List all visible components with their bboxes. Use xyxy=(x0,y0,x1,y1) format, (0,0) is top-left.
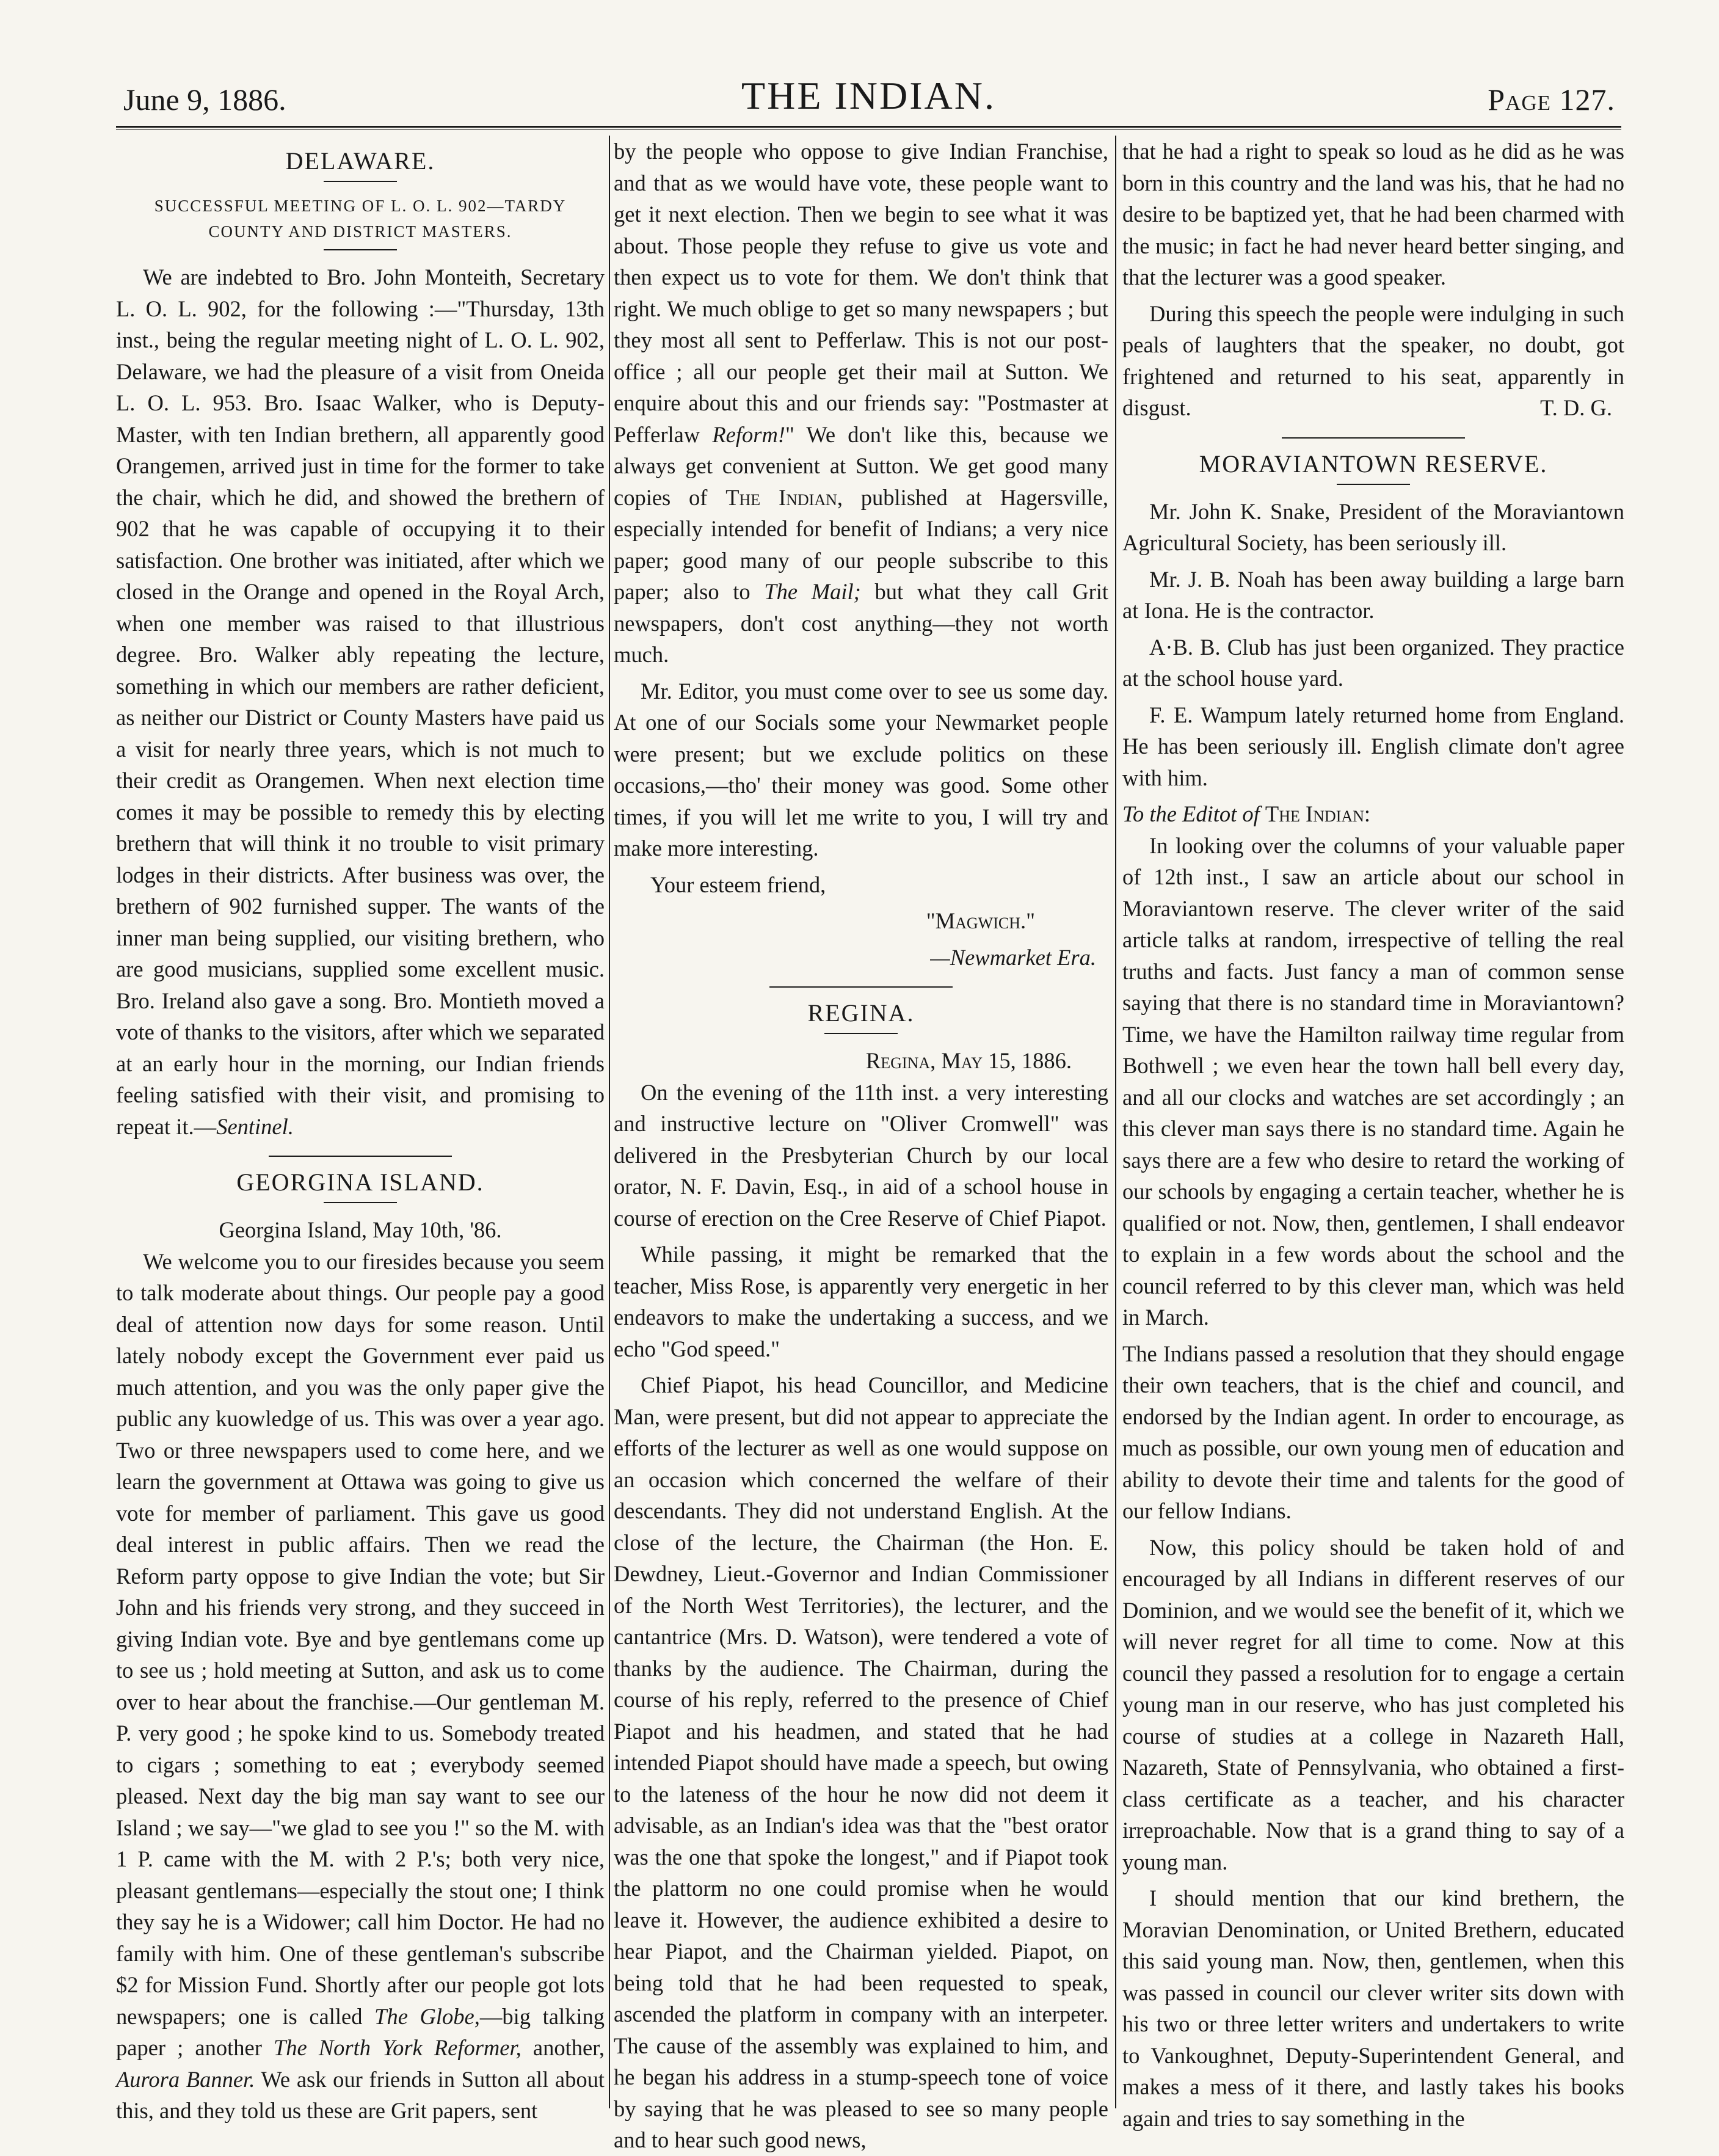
article-body-regina-3-continued: that he had a right to speak so loud as he did as he was born in this country and the land was his, that he had no desire to be baptized yet, that he had been charmed with the music; in fact he had never heard better singing, and that the lecturer was a good speaker. xyxy=(1122,139,1624,290)
masthead-rule xyxy=(116,126,1621,128)
dateline-regina: Regina, May 15, 1886. xyxy=(865,1048,1072,1073)
article-body-regina-2: While passing, it might be remarked that the teacher, Miss Rose, is apparently very energetic in her endeavors to make the undertaking a success, and we echo "God speed." xyxy=(614,1242,1108,1361)
article-subtitle-delaware: SUCCESSFUL MEETING OF L. O. L. 902—TARDY COUNTY AND DISTRICT MASTERS. xyxy=(154,197,567,241)
letter-paragraph: In looking over the columns of your valuable paper of 12th inst., I saw an article about our school in Moraviantown reserve. The clever writer of the said article talks at random, irrespective of telling the real truths and facts. Just fancy a man of common sense saying that there is no standard time in Moraviantown? Time, we have the Hamilton railway time regular from Bothwell ; we even hear the town hall bell every day, and all our clocks and watches are set accordingly ; an this clever man says there is no standard time. Again he says there are a few who desire to retard the working of our schools by engaging a certain teacher, whether he is qualified or not. Now, then, gentlemen, I shall endeavor to explain in a few words about the school and the council referred to by this clever man, which was held in March. xyxy=(1122,832,1624,1330)
body-text: —big talking paper ; another xyxy=(116,2003,605,2060)
article-title-regina: REGINA. xyxy=(807,999,915,1027)
paper-name: The North York Reformer, xyxy=(273,2035,522,2060)
paper-name: The Globe, xyxy=(374,2003,480,2029)
body-text: by the people who oppose to give Indian Franchise, and that as we would have vote, these people want to get it next election. Then we begin to see what it was about. Those people they refuse to give us vote and then expect us to vote for them. We don't think that right. We much oblige to get so many newspapers ; but they most all sent to Pefferlaw. This is not our post-office ; all our people get their mail at Sutton. We enquire about this and our friends say: "Postmaster at Pefferlaw xyxy=(614,139,1108,447)
body-text: " We don't like this, because we always get convenient at Sutton. We get good many copies of xyxy=(614,421,1108,510)
article-body-regina-4 xyxy=(1122,298,1624,424)
letter-paragraph: I should mention that our kind brethern, the Moravian Denomination, or United Brethern, educated this said young man. Now, then, gentlemen, when this was passed in council our clever writer sits down with his two or three letter writers and undertakers to write to Vankoughnet, Deputy-Superintendent General, and makes a mess of it there, and lastly takes his books again and tries to say something in the xyxy=(1122,1885,1624,2131)
source-credit: —Newmarket Era. xyxy=(930,944,1096,970)
letter-signature: "Magwich." xyxy=(926,908,1035,933)
body-text: During this speech the people were indulging in such peals of laughters that the speaker, no doubt, got frightened and returned to his seat, apparently in disgust. xyxy=(1122,300,1624,420)
title-rule xyxy=(1337,484,1410,485)
source-credit: Sentinel. xyxy=(216,1113,294,1139)
body-text: We are indebted to Bro. John Monteith, Secretary L. O. L. 902, for the following :—"Thursday, 13th inst., being the regular meeting night of L. O. L. 902, Delaware, we had the pleasure of a visit from Oneida L. O. L. 953. Bro. Isaac Walker, who is Deputy-Master, with ten Indian brethern, all apparently good Orangemen, arrived just in time for the former to take the chair, which he did, and showed the brethern of 902 that he was capable of occupying it to their satisfaction. One brother was initiated, after which we closed in the Orange and opened in the Royal Arch, when one member was raised to that illustrious degree. Bro. Walker ably repeating the lecture, something in which our members are rather deficient, as neither our District or County Masters have paid us a visit for nearly three years, which is not much to their credit as Orangemen. When next election time comes it may be possible to remedy this by electing brethern that will think it no trouble to visit primary lodges in their districts. After business was over, the brethern of 902 furnished supper. The wants of the inner man being supplied, our visiting brethern, who are good musicians, supplied some excellent music. Bro. Ireland also gave a song. Bro. Montieth moved a vote of thanks to the visitors, after which we separated at an early hour in the morning, our Indian friends feeling satisfied with their visit, and promising to repeat it.— xyxy=(116,264,605,1139)
news-item: Mr. John K. Snake, President of the Moraviantown Agricultural Society, has been seriously ill. xyxy=(1122,498,1624,555)
letter-salutation xyxy=(1122,798,1624,830)
body-text: published at Hagersville, especially intended for benefit of Indians; a very nice paper; good many of our people subscribe to this paper; also to xyxy=(614,484,1108,604)
news-item: F. E. Wampum lately returned home from England. He has been seriously ill. English climate don't agree with him. xyxy=(1122,702,1624,790)
article-body-delaware xyxy=(116,261,605,1142)
paper-name: The Indian xyxy=(1265,801,1364,826)
paper-name: The Indian, xyxy=(725,484,843,510)
body-text: We welcome you to our firesides because you seem to talk moderate about things. Our people pay a good deal of attention now days for some reason. Until lately nobody except the Government ever paid us much attention, and you was the only paper give the public any kuowledge of us. This was over a year ago. Two or three newspapers used to come here, and we learn the government at Ottawa was going to give us vote for member of parliament. This gave us good deal interest in public affairs. Then we read the Reform party oppose to give Indian the vote; but Sir John and his friends very strong, and they succeed in giving Indian vote. Bye and bye gentlemans come up to see us ; hold meeting at Sutton, and ask us to come over to hear about the franchise.—Our gentleman M. P. very good ; he spoke kind to us. Somebody treated to cigars ; something to eat ; everybody seemed pleased. Next day the big man say want to see our Island ; we say—"we glad to see you !" so the M. with 1 P. came with the M. with 2 P.'s; both very nice, pleasant gentlemans—especially the stout one; I think they say he is a Widower; call him Doctor. He had no family with him. One of these gentleman's subscribe $2 for Mission Fund. Shortly after our people got lots newspapers; one is called xyxy=(116,1248,605,2029)
article-body-georgina-continued xyxy=(614,136,1108,671)
column-divider xyxy=(609,136,610,2108)
news-item: Mr. J. B. Noah has been away building a large barn at Iona. He is the contractor. xyxy=(1122,566,1624,623)
letter-paragraph: Now, this policy should be taken hold of and encouraged by all Indians in different reserves of our Dominion, and we would see the benefit of it, which we will never regret for all time to come. Now at this council they passed a resolution for to engage a certain young man in our reserve, who has just completed his course of studies at a college in Nazareth Hall, Nazareth, State of Pennsylvania, who obtained a first-class certificate as a teacher, and his character irreproachable. Now that is a grand thing to say of a young man. xyxy=(1122,1534,1624,1874)
newspaper-title: THE INDIAN. xyxy=(741,74,996,117)
column-divider xyxy=(1115,136,1116,2108)
column-3 xyxy=(1122,136,1624,2131)
article-separator xyxy=(269,1156,452,1157)
masthead xyxy=(116,72,1621,125)
paper-name: Aurora Banner. xyxy=(116,2066,255,2092)
paper-name: The Mail; xyxy=(764,579,861,604)
salutation-text: To the Editot of xyxy=(1122,801,1265,826)
masthead-rule-thin xyxy=(116,129,1621,130)
body-text: We ask our friends in Sutton all about this, and they told us these are Grit papers, sent xyxy=(116,2066,605,2123)
body-text: another, xyxy=(521,2035,605,2060)
article-title-delaware: DELAWARE. xyxy=(285,147,435,175)
author-initials: T. D. G. xyxy=(1540,395,1612,420)
issue-date: June 9, 1886. xyxy=(123,82,286,117)
subtitle-rule xyxy=(324,249,397,250)
letter-closing: Your esteem friend, xyxy=(650,872,826,897)
body-text: but what they call Grit newspapers, don't cost anything—they not worth much. xyxy=(614,579,1109,667)
article-separator xyxy=(1282,437,1465,439)
article-body-regina-1: On the evening of the 11th inst. a very interesting and instructive lecture on "Oliver Cromwell" was delivered in the Presbyterian Church by our local orator, N. F. Davin, Esq., in aid of a school house in course of erection on the Cree Reserve of Chief Piapot. xyxy=(614,1079,1108,1231)
title-rule xyxy=(324,181,397,182)
dateline-georgina: Georgina Island, May 10th, '86. xyxy=(219,1217,502,1242)
article-title-moraviantown: MORAVIANTOWN RESERVE. xyxy=(1199,450,1548,478)
column-2 xyxy=(614,136,1109,2152)
article-separator xyxy=(769,986,953,988)
quoted-word: Reform! xyxy=(712,421,785,447)
title-rule xyxy=(824,1033,898,1034)
letter-paragraph: The Indians passed a resolution that they should engage their own teachers, that is the chief and council, and endorsed by the Indian agent. In order to encourage, as much as possible, our own young men of education and ability to devote their time and talents for the good of our fellow Indians. xyxy=(1122,1341,1624,1523)
article-body-georgina xyxy=(116,1246,605,2127)
news-item: A·B. B. Club has just been organized. They practice at the school house yard. xyxy=(1122,634,1624,691)
punctuation: : xyxy=(1364,801,1371,826)
article-body-regina-3: Chief Piapot, his head Councillor, and Medicine Man, were present, but did not appear to appreciate the efforts of the lecturer as well as one would suppose on an occasion which concerned the welfare of their descendants. They did not understand English. At the close of the lecture, the Chairman (the Hon. E. Dewdney, Lieut.-Governor and Indian Commissioner of the North West Territories), the lecturer, and the cantantrice (Mrs. D. Watson), were tendered a vote of thanks by the audience. The Chairman, during the course of his reply, referred to the presence of Chief Piapot and his headmen, and stated that he had intended Piapot should have made a speech, but owing to the lateness of the hour he now did not deem it advisable, as an Indian's idea was that the "best orator was the one that spoke the longest," and if Piapot took the plattorm no one could promise when he would leave it. However, the audience exhibited a desire to hear Piapot, and the Chairman yielded. Piapot, on being told that he had been requested to speak, ascended the platform in company with an interpeter. The cause of the assembly was explained to him, and he began his address in a stump-speech tone of voice by saying that he was pleased to see so many people and to hear such good news, xyxy=(614,1372,1108,2152)
page-number: Page 127. xyxy=(1488,82,1615,117)
column-1 xyxy=(116,136,605,2123)
article-body-georgina-part3: Mr. Editor, you must come over to see us some day. At one of our Socials some your Newmarket people were present; but we exclude politics on these occasions,—tho' their money was good. Some other times, if you will let me write to you, I will try and make more interesting. xyxy=(614,678,1108,861)
article-title-georgina: GEORGINA ISLAND. xyxy=(236,1168,484,1196)
title-rule xyxy=(324,1202,397,1203)
